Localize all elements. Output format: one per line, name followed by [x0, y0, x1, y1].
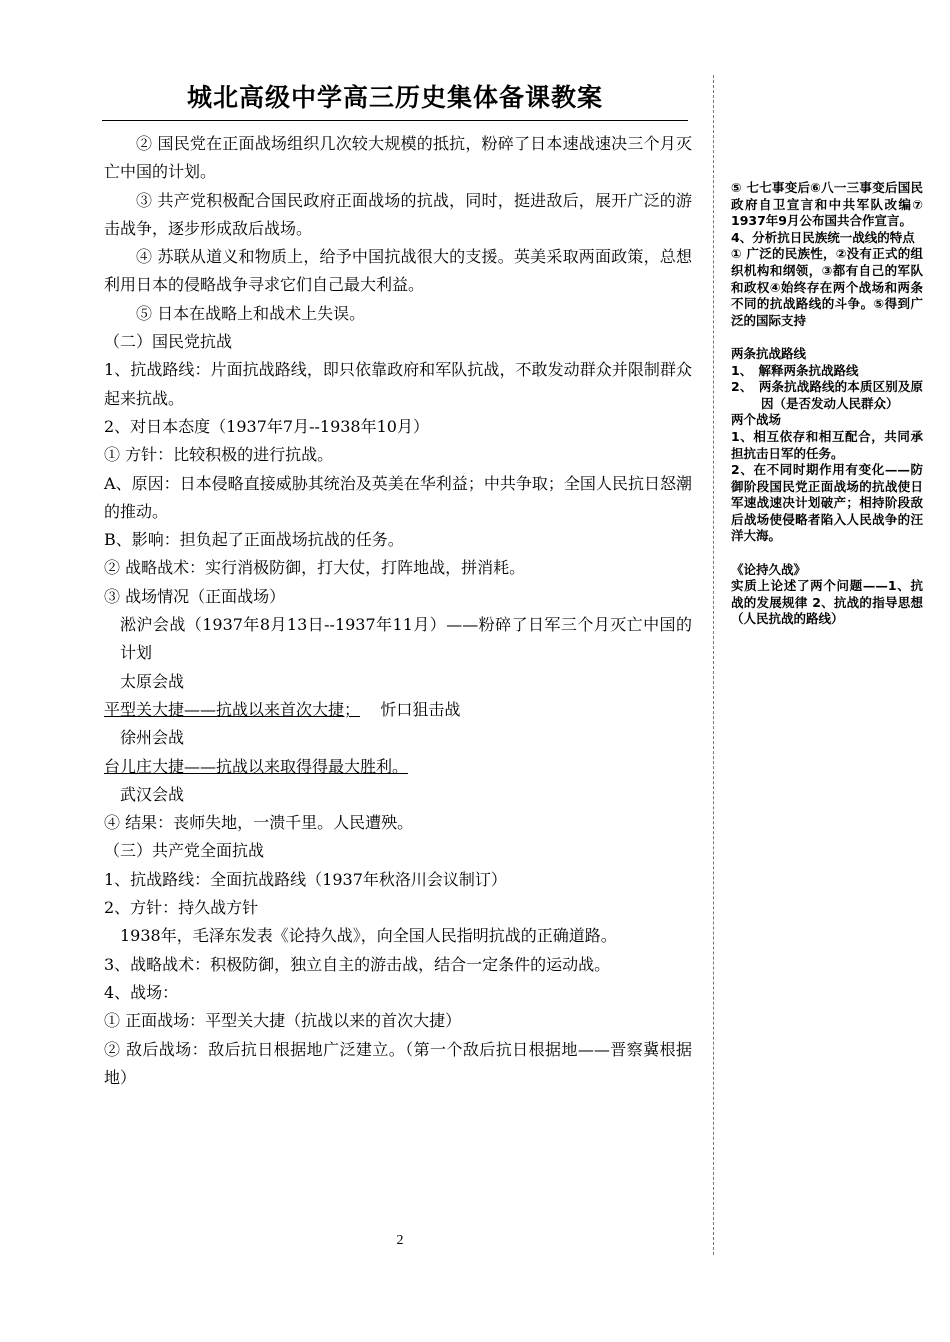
- paragraph: B、影响：担负起了正面战场抗战的任务。: [104, 530, 404, 550]
- paragraph: 1938年，毛泽东发表《论持久战》，向全国人民指明抗战的正确道路。: [120, 926, 617, 946]
- note-heading: 两个战场: [731, 412, 782, 428]
- inline-text: 忻口狙击战: [380, 699, 461, 719]
- note: 4、分析抗日民族统一战线的特点: [731, 229, 915, 245]
- spacer: [731, 545, 923, 562]
- paragraph: [104, 696, 692, 724]
- paragraph: 4、战场：: [104, 982, 179, 1002]
- note: 2、在不同时期作用有变化——防御阶段国民党正面战场的抗战使日军速战速决计划破产；相持阶段敌后战场使侵略者陷入人民战争的汪洋大海。: [731, 462, 923, 544]
- paragraph: 武汉会战: [120, 784, 185, 804]
- note: 实质上论述了两个问题——1、抗战的发展规律 2、抗战的指导思想（人民抗战的路线）: [731, 578, 923, 627]
- note: 1、 解释两条抗战路线: [731, 362, 859, 378]
- note-heading: 两条抗战路线: [731, 345, 807, 361]
- margin-divider: [713, 75, 714, 1255]
- note: 2、 两条抗战路线的本质区别及原因（是否发动人民群众）: [731, 379, 923, 411]
- note: ⑤ 七七事变后⑥八一三事变后国民政府自卫宣言和中共军队改编⑦ 1937年9月公布国共合作宣言。: [731, 180, 923, 229]
- underlined-text: 台儿庄大捷——抗战以来取得得最大胜利。: [104, 756, 409, 776]
- section-heading: （二）国民党抗战: [104, 332, 233, 352]
- paragraph: ③ 共产党积极配合国民政府正面战场的抗战，同时，挺进敌后，展开广泛的游击战争，逐步形成敌后战场。: [104, 190, 692, 238]
- paragraph: 1、抗战路线：片面抗战路线，即只依靠政府和军队抗战，不敢发动群众并限制群众起来抗战。: [104, 360, 692, 408]
- note: 1、相互依存和相互配合，共同承担抗击日军的任务。: [731, 428, 923, 461]
- page-number: 2: [396, 1233, 404, 1248]
- paragraph: 1、抗战路线：全面抗战路线（1937年秋洛川会议制订）: [104, 869, 507, 889]
- paragraph: A、原因：日本侵略直接威胁其统治及英美在华利益；中共争取；全国人民抗日怒潮的推动。: [104, 473, 692, 521]
- note-heading: 《论持久战》: [731, 561, 807, 577]
- paragraph: 2、方针：持久战方针: [104, 898, 259, 918]
- paragraph: ① 方针：比较积极的进行抗战。: [104, 445, 334, 465]
- paragraph: 3、战略战术：积极防御，独立自主的游击战，结合一定条件的运动战。: [104, 954, 611, 974]
- paragraph: ④ 苏联从道义和物质上，给予中国抗战很大的支援。英美采取两面政策，总想利用日本的侵略战争寻求它们自己最大利益。: [104, 247, 692, 295]
- paragraph: 2、对日本态度（1937年7月--1938年10月）: [104, 416, 429, 436]
- paragraph: ② 战略战术：实行消极防御，打大仗，打阵地战，拼消耗。: [104, 558, 526, 578]
- paragraph: 淞沪会战（1937年8月13日--1937年11月）——粉碎了日军三个月灭亡中国的计划: [120, 615, 692, 663]
- underlined-text: 平型关大捷——抗战以来首次大捷；: [104, 699, 361, 719]
- paragraph: ④ 结果：丧师失地，一溃千里。人民遭殃。: [104, 813, 414, 833]
- main-content: [104, 130, 692, 1092]
- paragraph: ② 敌后战场：敌后抗日根据地广泛建立。（第一个敌后抗日根据地——晋察冀根据地）: [104, 1039, 692, 1087]
- sidebar-notes: [731, 180, 923, 628]
- paragraph: ③ 战场情况（正面战场）: [104, 586, 286, 606]
- paragraph: [104, 753, 692, 781]
- note: ① 广泛的民族性，②没有正式的组织机构和纲领，③都有自己的军队和政权④始终存在两个战场和两条不同的抗战路线的斗争。⑤得到广泛的国际支持: [731, 246, 923, 328]
- paragraph: ② 国民党在正面战场组织几次较大规模的抵抗，粉碎了日本速战速决三个月灭亡中国的计划。: [104, 134, 692, 182]
- page-title: 城北高级中学高三历史集体备课教案: [102, 78, 688, 121]
- paragraph: 徐州会战: [120, 728, 185, 748]
- paragraph: ⑤ 日本在战略上和战术上失误。: [136, 303, 366, 323]
- section-heading: （三）共产党全面抗战: [104, 841, 265, 861]
- paragraph: 太原会战: [120, 671, 185, 691]
- spacer: [731, 329, 923, 346]
- paragraph: ① 正面战场：平型关大捷（抗战以来的首次大捷）: [104, 1011, 462, 1031]
